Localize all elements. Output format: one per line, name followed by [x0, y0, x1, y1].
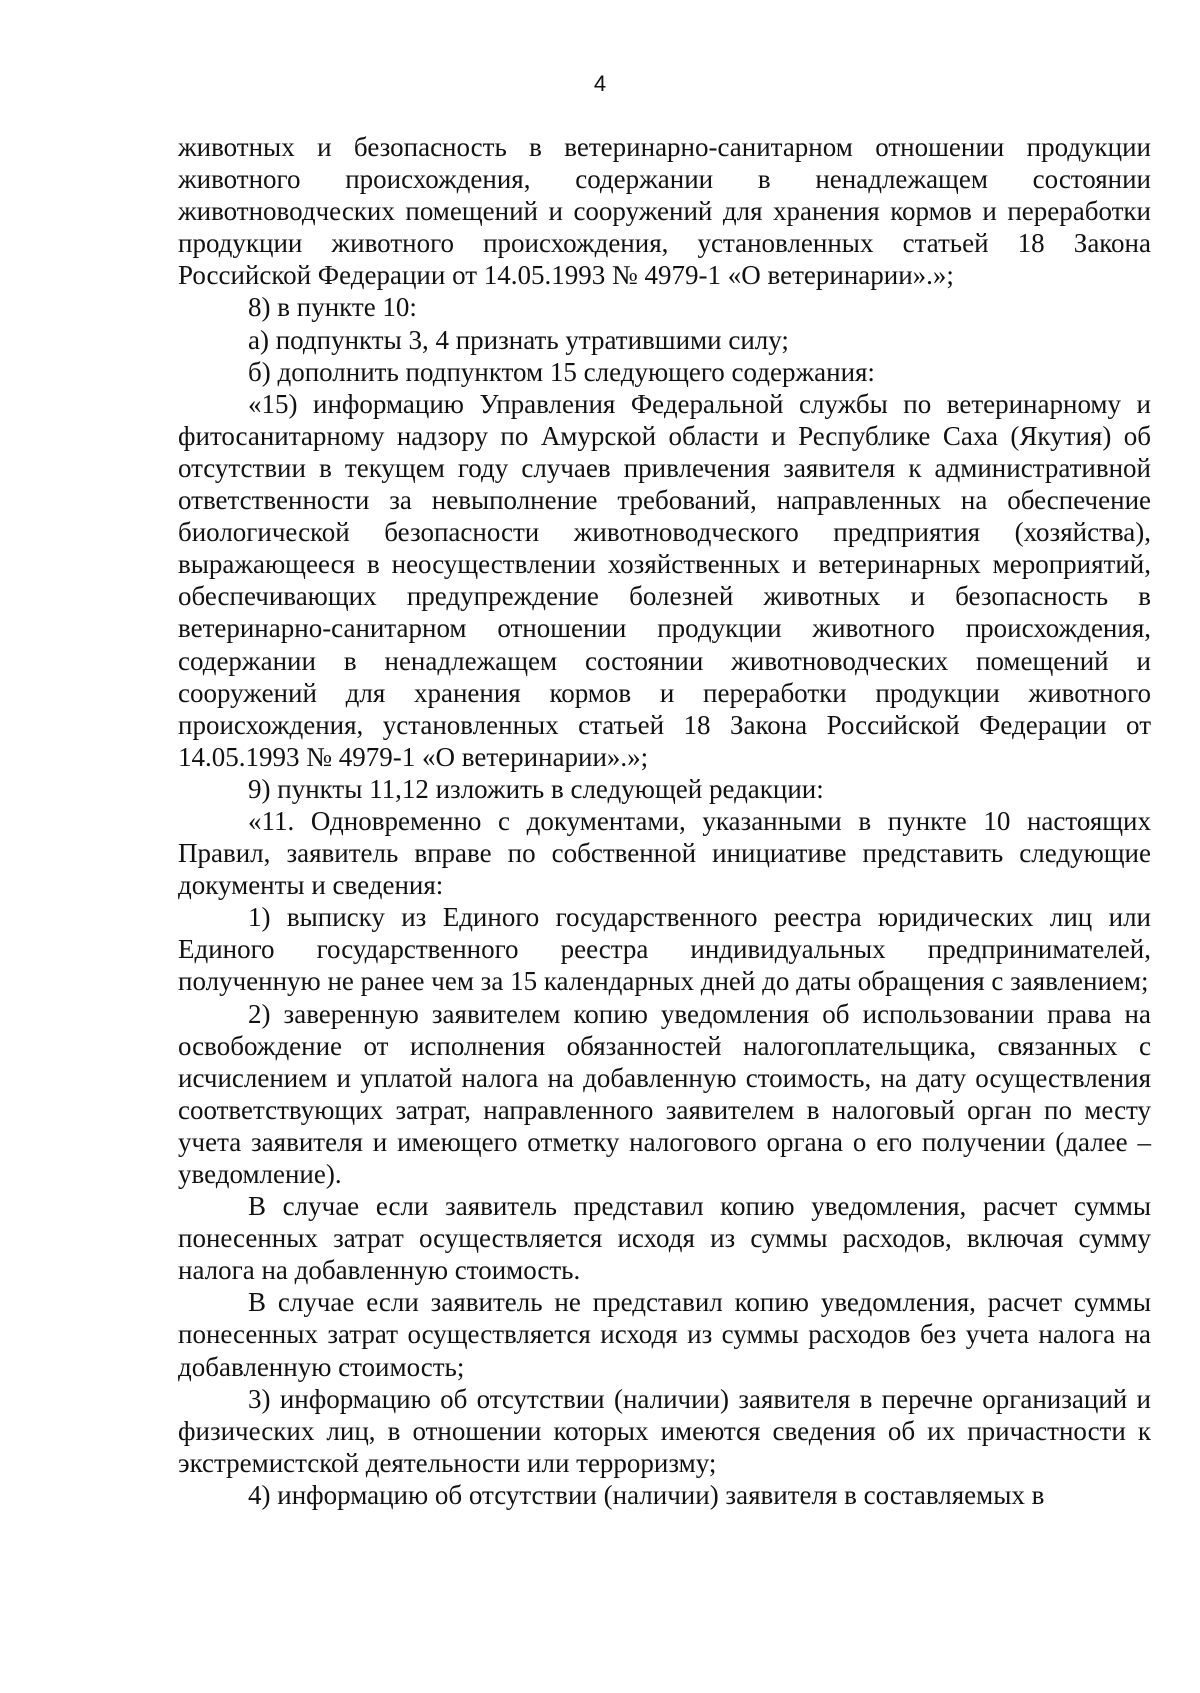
paragraph-4: б) дополнить подпунктом 15 следующего содержания: — [248, 356, 875, 387]
paragraph-6: 9) пункты 11,12 изложить в следующей редакции: — [248, 773, 824, 804]
paragraph-2: 8) в пункте 10: — [248, 292, 417, 323]
document-body — [178, 131, 1151, 1511]
paragraph-8: 1) выписку из Единого государственного реестра юридических лиц или Единого государственного реестра индивидуальных предпринимателей, полученную не ранее чем за 15 календарных дней до даты обращения с заявлением; — [178, 902, 1151, 997]
paragraph-1: животных и безопасность в ветеринарно-санитарном отношении продукции животного происхождения, содержании в ненадлежащем состоянии животноводческих помещений и сооружений для хранения кормов и переработки продукции животного происхождения, установленных статьей 18 Закона Российской Федерации от 14.05.1993 № 4979-1 «О ветеринарии».»; — [178, 132, 1151, 291]
paragraph-13: 4) информацию об отсутствии (наличии) заявителя в составляемых в — [248, 1479, 1045, 1510]
page-number: 4 — [593, 71, 607, 96]
paragraph-9: 2) заверенную заявителем копию уведомления об использовании права на освобождение от исполнения обязанностей налогоплательщика, связанных с исчислением и уплатой налога на добавленную стоимость, на дату осуществления соответствующих затрат, направленного заявителем в налоговый орган по месту учета заявителя и имеющего отметку налогового органа о его получении (далее – уведомление). — [178, 998, 1151, 1189]
paragraph-5: «15) информацию Управления Федеральной службы по ветеринарному и фитосанитарному надзору по Амурской области и Республике Саха (Якутия) об отсутствии в текущем году случаев привлечения заявителя к административной ответственности за невыполнение требований, направленных на обеспечение биологической безопасности животноводческого предприятия (хозяйства), выражающееся в неосуществлении хозяйственных и ветеринарных мероприятий, обеспечивающих предупреждение болезней животных и безопасность в ветеринарно-санитарном отношении продукции животного происхождения, содержании в ненадлежащем состоянии животноводческих помещений и сооружений для хранения кормов и переработки продукции животного происхождения, установленных статьей 18 Закона Российской Федерации от 14.05.1993 № 4979-1 «О ветеринарии».»; — [178, 388, 1151, 772]
paragraph-7: «11. Одновременно с документами, указанными в пункте 10 настоящих Правил, заявитель вправе по собственной инициативе представить следующие документы и сведения: — [178, 805, 1151, 901]
paragraph-11: В случае если заявитель не представил копию уведомления, расчет суммы понесенных затрат осуществляется исходя из суммы расходов без учета налога на добавленную стоимость; — [178, 1287, 1151, 1382]
paragraph-12: 3) информацию об отсутствии (наличии) заявителя в перечне организаций и физических лиц, в отношении которых имеются сведения об их причастности к экстремистской деятельности или терроризму; — [178, 1383, 1151, 1478]
paragraph-10: В случае если заявитель представил копию уведомления, расчет суммы понесенных затрат осуществляется исходя из суммы расходов, включая сумму налога на добавленную стоимость. — [178, 1191, 1151, 1286]
paragraph-3: а) подпункты 3, 4 признать утратившими силу; — [248, 324, 789, 355]
